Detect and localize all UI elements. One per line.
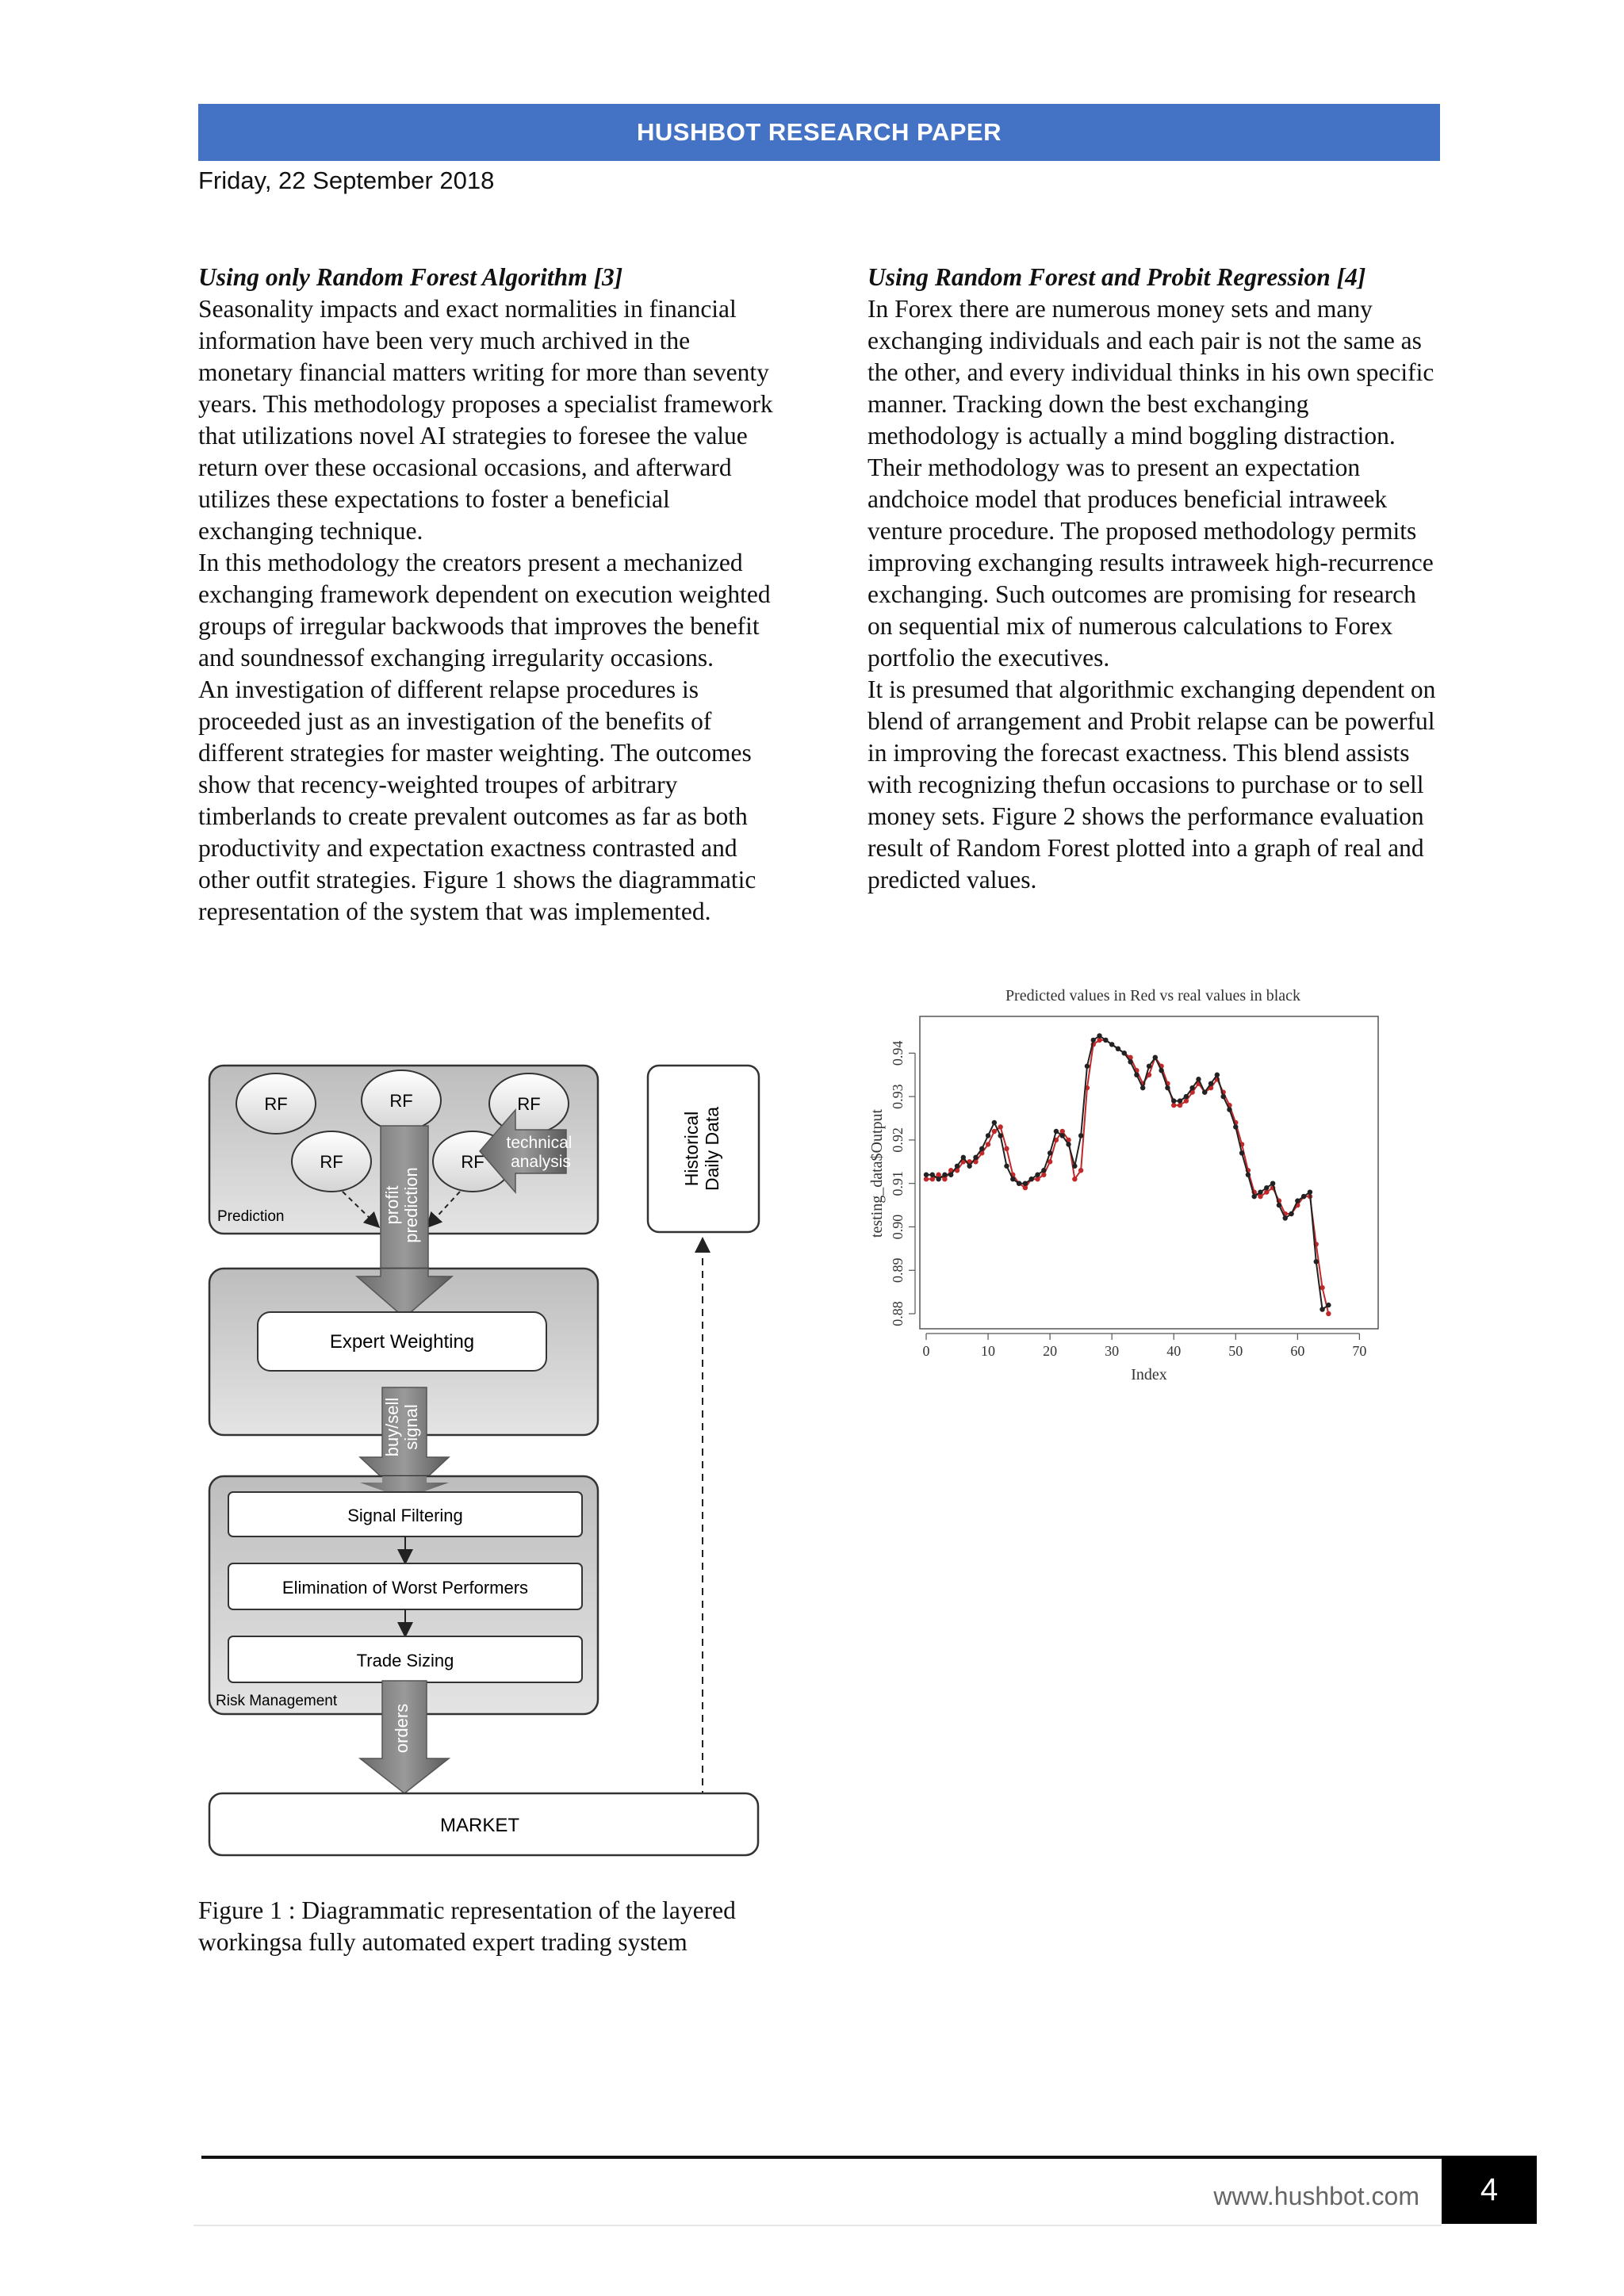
- data-point-predicted: [998, 1124, 1002, 1129]
- historical-data-text-2: Daily Data: [702, 1106, 722, 1192]
- data-point-real: [1122, 1050, 1127, 1055]
- data-point-real: [942, 1173, 947, 1177]
- data-point-predicted: [1041, 1173, 1046, 1177]
- data-point-real: [1109, 1042, 1114, 1047]
- figure1-caption: Figure 1 : Diagrammatic representation of the layered workingsa fully automated expert trading system: [198, 1896, 736, 1956]
- data-point-predicted: [992, 1129, 997, 1134]
- data-point-real: [1270, 1181, 1275, 1185]
- series-line-predicted: [926, 1040, 1328, 1314]
- rf-label-3: RF: [517, 1094, 541, 1114]
- y-tick-label: 0.92: [890, 1127, 906, 1153]
- data-point-real: [1301, 1194, 1306, 1199]
- figure1-diagram: [198, 1054, 769, 1863]
- x-tick-label: 70: [1352, 1343, 1367, 1359]
- risk-management-label: Risk Management: [216, 1693, 338, 1709]
- x-tick-label: 30: [1105, 1343, 1120, 1359]
- x-tick-label: 50: [1228, 1343, 1243, 1359]
- data-point-real: [1134, 1073, 1139, 1077]
- data-point-real: [1289, 1211, 1293, 1216]
- technical-analysis-text-1: technical: [506, 1134, 573, 1152]
- data-point-predicted: [1060, 1129, 1065, 1134]
- data-point-real: [930, 1173, 935, 1177]
- historical-data-text-1: Historical: [681, 1111, 702, 1187]
- footer-rule-light: [193, 2225, 1442, 2226]
- data-point-real: [1308, 1189, 1312, 1194]
- data-point-predicted: [1171, 1103, 1176, 1108]
- rf-label-5: RF: [461, 1152, 485, 1172]
- data-point-real: [1140, 1085, 1145, 1090]
- data-point-predicted: [924, 1177, 929, 1181]
- data-point-real: [1165, 1085, 1170, 1090]
- footer-rule: [201, 2156, 1442, 2159]
- footer-url[interactable]: www.hushbot.com: [1213, 2182, 1419, 2210]
- data-point-real: [1097, 1033, 1101, 1038]
- data-point-real: [1189, 1085, 1194, 1090]
- y-tick-label: 0.93: [890, 1084, 906, 1109]
- x-tick-label: 10: [981, 1343, 996, 1359]
- data-point-real: [1246, 1173, 1251, 1177]
- data-point-real: [1147, 1064, 1151, 1069]
- data-point-real: [1239, 1150, 1244, 1155]
- data-point-real: [1128, 1059, 1132, 1064]
- page-date: Friday, 22 September 2018: [198, 166, 495, 194]
- data-point-real: [1251, 1194, 1256, 1199]
- page-number-text: 4: [1480, 2172, 1499, 2207]
- left-section-heading: Using only Random Forest Algorithm [3]: [198, 263, 623, 291]
- expert-weighting-label: Expert Weighting: [329, 1331, 475, 1353]
- data-point-real: [1171, 1098, 1176, 1103]
- data-point-real: [1320, 1307, 1324, 1311]
- x-tick-label: 60: [1290, 1343, 1305, 1359]
- data-point-predicted: [930, 1177, 935, 1181]
- data-point-real: [1208, 1081, 1213, 1085]
- left-paragraph-3: An investigation of different relapse procedures is proceeded just as an investigation of the benefits of different strategies for master weighting. The outcomes show that recency-weighted troupes of arbitrary timberlands to create prevalent outcomes as far as both productivity and expectation exactness contrasted and other outfit strategies. Figure 1 shows the diagrammatic representation of the system that was implemented.: [198, 675, 756, 925]
- right-column: [868, 262, 1446, 896]
- technical-analysis-text-2: analysis: [511, 1153, 571, 1171]
- rf-label-4: RF: [320, 1152, 343, 1172]
- y-tick-label: 0.88: [890, 1301, 906, 1326]
- data-point-real: [973, 1155, 978, 1160]
- data-point-predicted: [1078, 1168, 1083, 1173]
- left-paragraph-2: In this methodology the creators present a mechanized exchanging framework dependent on execution weighted groups of irregular backwoods that improves the benefit and soundnessof exchanging irregularity occasions.: [198, 549, 771, 672]
- data-point-predicted: [1258, 1194, 1262, 1199]
- data-point-real: [1085, 1064, 1090, 1069]
- data-point-real: [955, 1164, 959, 1169]
- plot-frame: [920, 1016, 1378, 1329]
- prediction-label: Prediction: [217, 1208, 285, 1225]
- data-point-real: [1184, 1094, 1189, 1099]
- data-point-predicted: [1072, 1177, 1077, 1181]
- data-point-real: [1072, 1164, 1077, 1169]
- prediction-arrow-text: prediction: [401, 1167, 421, 1243]
- data-point-predicted: [1178, 1103, 1182, 1108]
- left-column: [198, 262, 777, 928]
- data-point-real: [992, 1120, 997, 1125]
- data-point-predicted: [1184, 1098, 1189, 1103]
- rf-label-2: RF: [389, 1091, 413, 1111]
- data-point-real: [1048, 1150, 1052, 1155]
- data-point-predicted: [986, 1142, 990, 1146]
- data-point-real: [979, 1146, 984, 1151]
- data-point-real: [1264, 1185, 1269, 1190]
- x-tick-label: 0: [922, 1343, 930, 1359]
- data-point-real: [1283, 1215, 1288, 1220]
- data-point-real: [1314, 1259, 1319, 1264]
- data-point-real: [1202, 1089, 1207, 1094]
- data-point-real: [1103, 1038, 1108, 1043]
- data-point-real: [1010, 1177, 1015, 1181]
- figure2-chart: [868, 983, 1391, 1387]
- right-paragraph-1: In Forex there are numerous money sets and many exchanging individuals and each pair is not the same as the other, and every individual thinks in his own specific manner. Tracking down the best exchanging methodology is actually a mind boggling distraction. Their methodology was to present an expectation andchoice model that produces beneficial intraweek venture procedure. The proposed methodology permits improving exchanging results intraweek high-recurrence exchanging. Such outcomes are promising for research on sequential mix of numerous calculations to Forex portfolio the executives.: [868, 295, 1434, 672]
- x-tick-label: 20: [1043, 1343, 1058, 1359]
- profit-text: profit: [382, 1185, 402, 1225]
- data-point-predicted: [1097, 1038, 1101, 1043]
- data-point-predicted: [942, 1177, 947, 1181]
- y-tick-label: 0.89: [890, 1257, 906, 1284]
- data-point-real: [1159, 1068, 1163, 1073]
- data-point-real: [1028, 1177, 1033, 1181]
- data-point-predicted: [1326, 1311, 1331, 1316]
- y-tick-label: 0.90: [890, 1214, 906, 1240]
- orders-text: orders: [392, 1703, 412, 1754]
- chart-x-label: Index: [1131, 1366, 1167, 1383]
- data-point-real: [1060, 1133, 1065, 1138]
- data-point-real: [998, 1133, 1002, 1138]
- x-tick-label: 40: [1166, 1343, 1182, 1359]
- data-point-real: [1054, 1129, 1059, 1134]
- chart-y-label: testing_data$Output: [868, 1108, 886, 1238]
- data-point-real: [1023, 1181, 1028, 1185]
- data-point-real: [1153, 1055, 1158, 1060]
- data-point-real: [1091, 1038, 1096, 1043]
- data-point-real: [1178, 1098, 1182, 1103]
- data-point-real: [1233, 1124, 1238, 1129]
- data-point-real: [1116, 1047, 1120, 1051]
- rf-label-1: RF: [264, 1094, 288, 1114]
- series-line-real: [926, 1035, 1328, 1309]
- data-point-real: [967, 1164, 971, 1169]
- data-point-real: [936, 1177, 940, 1181]
- page-number: [1442, 2156, 1537, 2224]
- data-point-predicted: [1320, 1285, 1324, 1290]
- data-point-real: [986, 1133, 990, 1138]
- data-point-real: [1326, 1303, 1331, 1307]
- data-point-predicted: [1023, 1185, 1028, 1190]
- data-point-real: [1017, 1181, 1021, 1185]
- data-point-real: [1258, 1189, 1262, 1194]
- data-point-predicted: [1264, 1189, 1269, 1194]
- right-paragraph-2: It is presumed that algorithmic exchanging dependent on blend of arrangement and Probit relapse can be powerful in improving the forecast exactness. This blend assists with recognizing thefun occasions to purchase or to sell money sets. Figure 2 shows the performance evaluation result of Random Forest plotted into a graph of real and predicted values.: [868, 675, 1436, 894]
- signal-filtering-label: Signal Filtering: [347, 1506, 463, 1525]
- data-point-predicted: [1035, 1177, 1040, 1181]
- data-point-real: [1196, 1077, 1201, 1081]
- data-point-real: [1035, 1173, 1040, 1177]
- header-banner: [198, 104, 1440, 161]
- left-paragraph-1: Seasonality impacts and exact normalities in financial information have been very much archived in the monetary financial matters writing for more than seventy years. This methodology proposes a specialist framework that utilizations novel AI strategies to foresee the value return over these occasional occasions, and afterward utilizes these expectations to foster a beneficial exchanging technique.: [198, 295, 773, 545]
- elimination-label: Elimination of Worst Performers: [282, 1578, 529, 1598]
- data-point-real: [961, 1155, 966, 1160]
- data-point-predicted: [1004, 1146, 1009, 1151]
- data-point-predicted: [936, 1173, 940, 1177]
- buysell-text-2: signal: [401, 1404, 421, 1450]
- data-point-real: [1220, 1094, 1225, 1099]
- buysell-text-1: buy/sell: [382, 1397, 402, 1457]
- data-point-real: [1277, 1203, 1281, 1207]
- banner-title: HUSHBOT RESEARCH PAPER: [637, 118, 1002, 146]
- trade-sizing-label: Trade Sizing: [356, 1651, 454, 1670]
- data-point-real: [924, 1173, 929, 1177]
- data-point-real: [948, 1173, 953, 1177]
- y-tick-label: 0.94: [890, 1040, 906, 1066]
- data-point-real: [1004, 1164, 1009, 1169]
- data-point-real: [1295, 1198, 1300, 1203]
- data-point-real: [1078, 1133, 1083, 1138]
- data-point-real: [1041, 1168, 1046, 1173]
- data-point-real: [1215, 1073, 1220, 1077]
- y-tick-label: 0.91: [890, 1170, 906, 1196]
- right-section-heading: Using Random Forest and Probit Regression [4]: [868, 263, 1366, 291]
- chart-title: Predicted values in Red vs real values in black: [1005, 987, 1301, 1004]
- data-point-real: [1227, 1107, 1231, 1112]
- data-point-real: [1066, 1142, 1071, 1146]
- market-label: MARKET: [439, 1815, 520, 1836]
